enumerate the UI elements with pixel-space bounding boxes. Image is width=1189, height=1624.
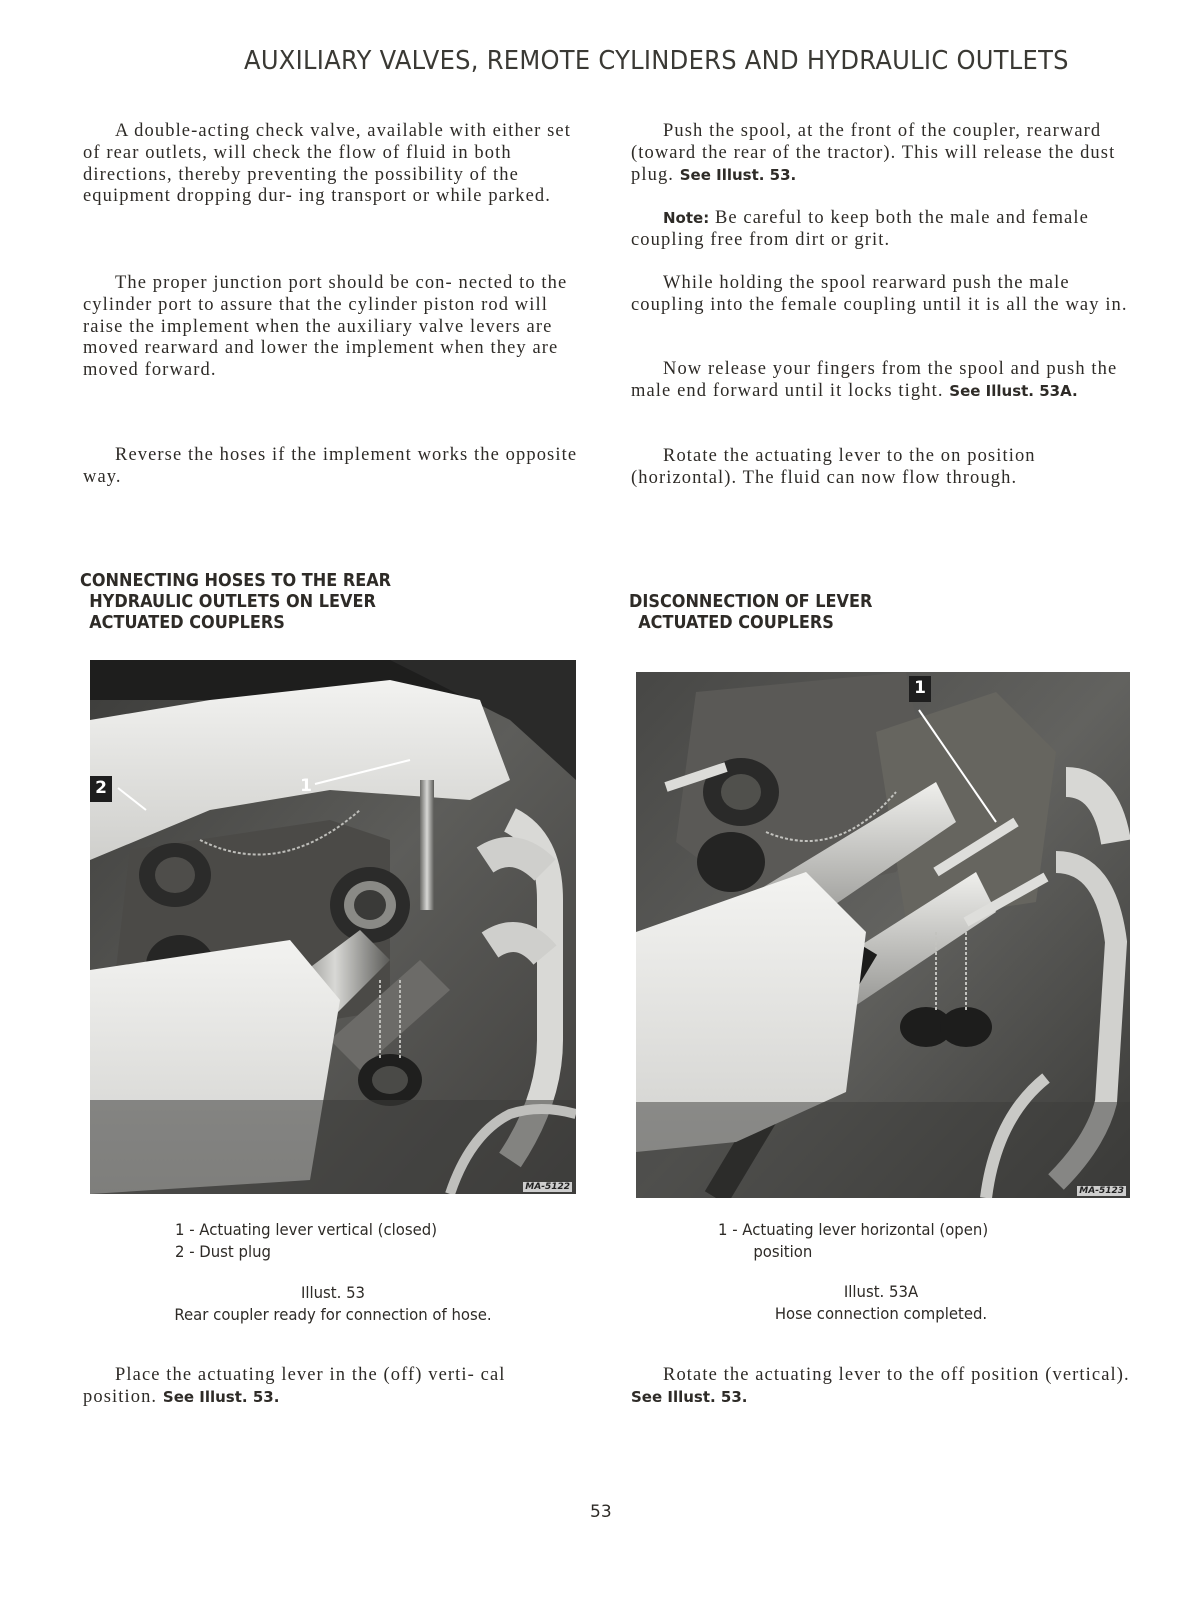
photo-illust-53 (90, 660, 576, 1194)
illust-reference: See Illust. 53. (162, 1387, 280, 1406)
legend-item: 1 - Actuating lever horizontal (open) (718, 1220, 989, 1239)
right-paragraph-note (631, 208, 1131, 252)
right-paragraph-release-fingers (631, 359, 1131, 403)
paragraph-text: Push the spool, at the front of the coupler, rearward (toward the rear of the tractor). This will release the dust plug. (631, 121, 1116, 185)
illust-number-53: Illust. 53 (300, 1283, 366, 1302)
figure-caption-illust-53a: Hose connection completed. (774, 1304, 988, 1323)
section-heading-disconnection (629, 592, 872, 634)
illust-reference: See Illust. 53A. (949, 381, 1078, 400)
heading-line: DISCONNECTION OF LEVER (629, 592, 873, 612)
callout-1-actuating-lever: 1 (300, 776, 312, 796)
left-paragraph-reverse-hoses (83, 445, 583, 489)
photo-id-label: MA-5122 (525, 1182, 570, 1192)
legend-item: 1 - Actuating lever vertical (closed) (175, 1220, 438, 1239)
legend-item: 2 - Dust plug (175, 1242, 271, 1261)
paragraph-text: Rotate the actuating lever to the off position (vertical). (663, 1365, 1130, 1385)
note-label: Note: (663, 209, 710, 227)
heading-line: ACTUATED COUPLERS (89, 613, 285, 633)
right-paragraph-rotate-off (631, 1365, 1141, 1409)
section-heading-connecting-hoses (80, 571, 391, 634)
paragraph-text: Now release your fingers from the spool and push the male end forward until it locks tight. (631, 359, 1118, 401)
right-paragraph-push-spool (631, 121, 1141, 186)
callout-1-actuating-lever: 1 (909, 676, 931, 702)
paragraph-text: Be careful to keep both the male and female coupling free from dirt or grit. (631, 208, 1089, 250)
heading-line: CONNECTING HOSES TO THE REAR (80, 571, 392, 591)
left-paragraph-check-valve (83, 121, 583, 208)
figure-legend-illust-53a (718, 1219, 988, 1263)
paragraph-text: A double-acting check valve, available with either set of rear outlets, will check the flow of fluid in both directions, thereby preventing the possibility of the equipment dropping dur- ing transport or while parked. (83, 121, 571, 207)
figure-caption-illust-53: Rear coupler ready for connection of hose. (174, 1305, 492, 1324)
right-paragraph-holding-spool (631, 273, 1131, 317)
right-paragraph-rotate-on (631, 446, 1141, 490)
photo-illust-53a (636, 672, 1130, 1198)
left-paragraph-place-lever (83, 1365, 583, 1409)
figure-legend-illust-53 (175, 1219, 437, 1263)
page-number: 53 (590, 1502, 612, 1522)
paragraph-text: Reverse the hoses if the implement works the opposite way. (83, 445, 578, 487)
illust-reference: See Illust. 53. (679, 165, 797, 184)
page-title: AUXILIARY VALVES, REMOTE CYLINDERS AND HYDRAULIC OUTLETS (244, 46, 1069, 76)
paragraph-text: While holding the spool rearward push the male coupling into the female coupling until it is all the way in. (631, 273, 1128, 315)
heading-line: HYDRAULIC OUTLETS ON LEVER (89, 592, 376, 612)
illust-reference: See Illust. 53. (631, 1387, 748, 1406)
photo-id-label: MA-5123 (1079, 1186, 1124, 1196)
heading-line: ACTUATED COUPLERS (638, 613, 834, 633)
legend-item-continuation: position (753, 1242, 813, 1261)
illust-number-53a: Illust. 53A (843, 1282, 919, 1301)
callout-2-dust-plug: 2 (90, 776, 112, 802)
paragraph-text: Rotate the actuating lever to the on position (horizontal). The fluid can now flow through. (631, 446, 1036, 488)
photo-rear-coupler-ready (90, 660, 576, 1194)
photo-hose-connection-completed (636, 672, 1130, 1198)
paragraph-text: Place the actuating lever in the (off) verti- cal position. (83, 1365, 506, 1407)
paragraph-text: The proper junction port should be con- nected to the cylinder port to assure that the cylinder piston rod will raise the implement when the auxiliary valve levers are moved rearward and lower the implement when they are moved forward. (83, 273, 568, 381)
left-paragraph-junction-port (83, 273, 583, 382)
